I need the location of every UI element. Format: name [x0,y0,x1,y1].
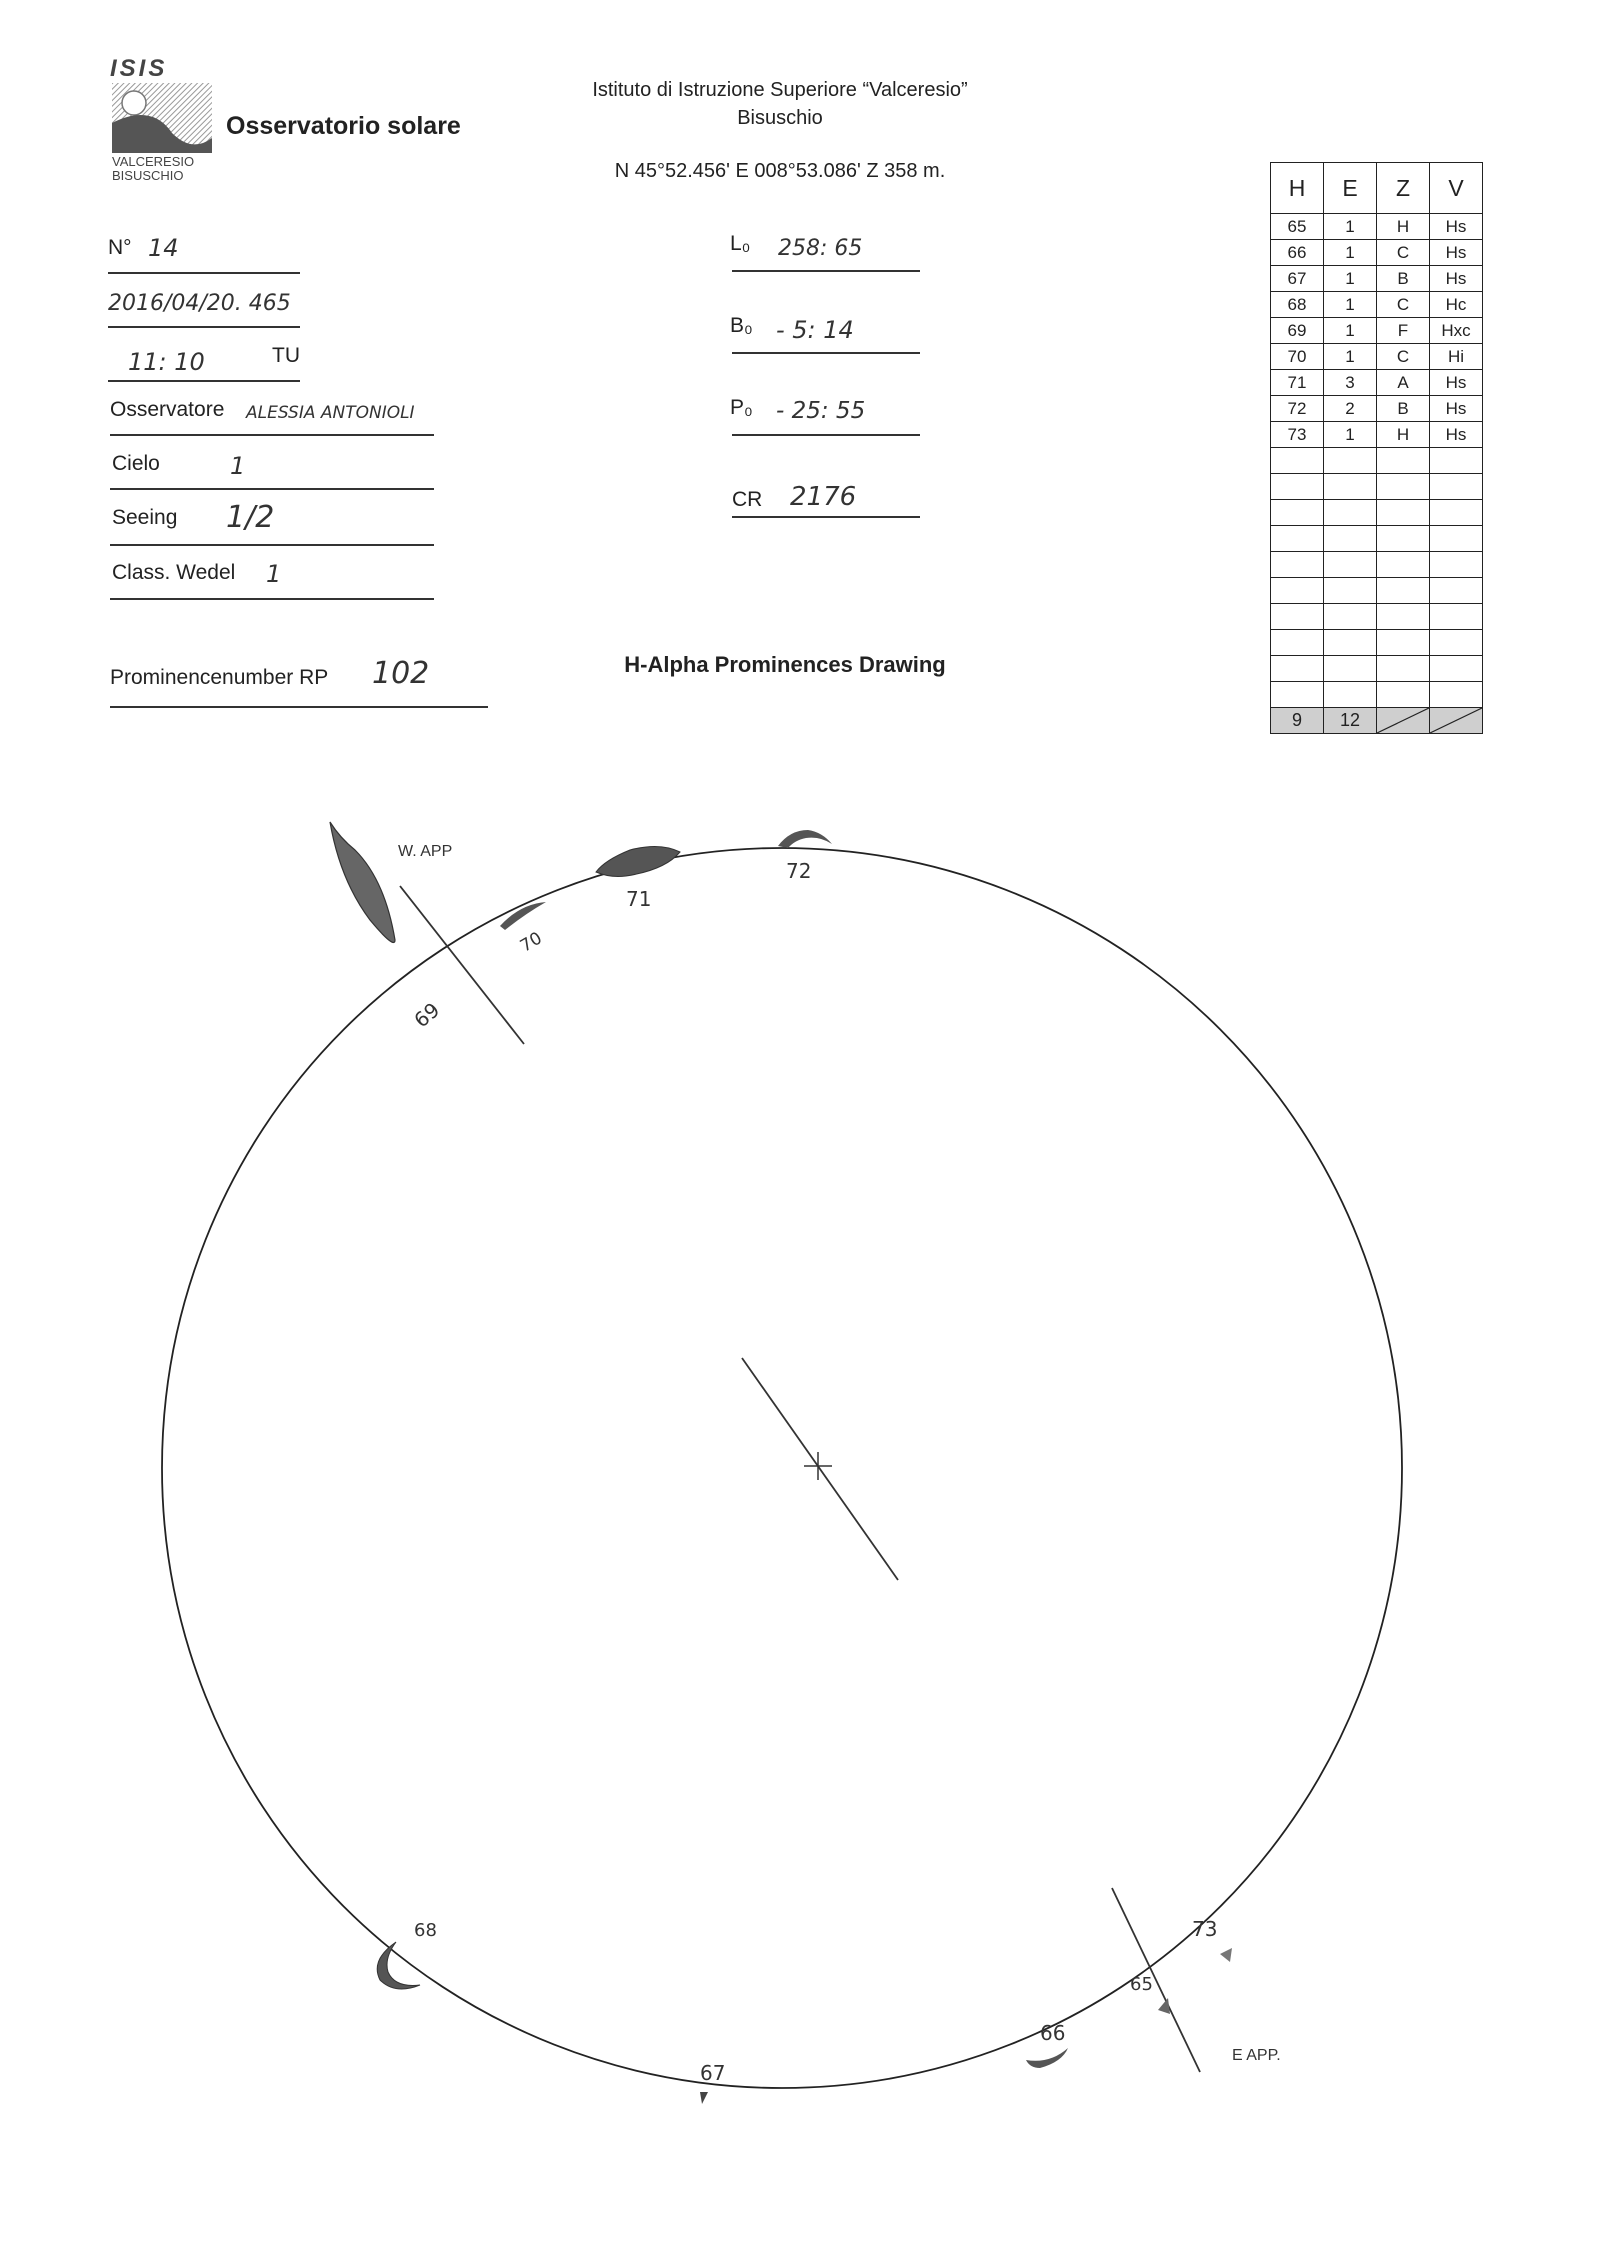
table-cell: 1 [1324,240,1377,266]
table-cell: Z [1377,163,1430,214]
observer-label: Osservatore [110,398,225,421]
l0-label: L₀ [730,232,751,255]
table-cell: 1 [1324,422,1377,448]
seeing-label: Seeing [112,506,178,529]
observatory-title: Osservatorio solare [226,112,461,140]
east-app-line [1112,1888,1200,2072]
table-cell: 1 [1324,214,1377,240]
table-cell: Hc [1430,292,1483,318]
table-cell: 9 [1271,708,1324,734]
number-label: N° [108,236,132,259]
solar-limb [162,848,1402,2088]
logo-subtitle-line1: VALCERESIO [112,154,195,169]
label-65: 65 [1130,1974,1153,1995]
institute-line1: Istituto di Istruzione Superiore “Valceresio” [592,79,968,101]
table-cell: 2 [1324,396,1377,422]
prominence-67-shape [700,2092,708,2104]
table-cell: E [1324,163,1377,214]
p0-label: P₀ [730,396,753,419]
table-cell: 67 [1271,266,1324,292]
table-cell: 3 [1324,370,1377,396]
date-value: 2016/04/20. 465 [108,291,291,316]
table-cell: 12 [1324,708,1377,734]
table-cell: 65 [1271,214,1324,240]
label-71: 71 [626,887,652,911]
table-cell: 69 [1271,318,1324,344]
time-value: 11: 10 [128,348,205,376]
prominence-71-shape [596,846,680,876]
table-cell: Hs [1430,422,1483,448]
table-cell: B [1377,266,1430,292]
number-value: 14 [148,234,179,262]
table-cell: Hs [1430,266,1483,292]
rotation-axis-line [742,1358,898,1580]
table-cell: Hs [1430,240,1483,266]
table-cell: 70 [1271,344,1324,370]
table-cell: C [1377,344,1430,370]
table-cell: H [1377,214,1430,240]
sky-value: 1 [230,452,246,480]
label-70: 70 [516,928,546,957]
prominence-66-shape [1026,2048,1068,2068]
sky-label: Cielo [112,452,160,475]
prominence-68-shape [377,1942,420,1989]
label-72: 72 [786,859,812,883]
b0-value: - 5: 14 [776,316,854,344]
prominence-value: 102 [372,656,430,691]
logo-subtitle-line2: BISUSCHIO [112,168,184,183]
table-cell: 66 [1271,240,1324,266]
table-cell: 1 [1324,318,1377,344]
prominence-73-shape [1220,1948,1232,1962]
table-cell: 73 [1271,422,1324,448]
wedel-label: Class. Wedel [112,561,236,584]
label-67: 67 [700,2061,726,2085]
drawing-title: H-Alpha Prominences Drawing [624,652,946,677]
prominence-69-shape [330,822,395,943]
label-69: 69 [409,997,445,1033]
seeing-value: 1/2 [226,500,275,535]
table-cell: 71 [1271,370,1324,396]
label-66: 66 [1040,2021,1066,2045]
p0-value: - 25: 55 [776,398,866,424]
east-app-label: E APP. [1232,2047,1281,2064]
b0-label: B₀ [730,314,753,337]
prominence-70-shape [500,902,546,930]
west-app-label: W. APP [398,843,453,860]
logo-top-text: ISIS [110,55,168,82]
prominence-72-shape [778,830,832,848]
table-cell: 1 [1324,344,1377,370]
observer-value: ALESSIA ANTONIOLI [246,403,415,423]
table-cell: V [1430,163,1483,214]
table-cell: A [1377,370,1430,396]
prominence-65-shape [1158,1998,1170,2014]
time-unit: TU [272,344,300,367]
label-73: 73 [1192,1917,1218,1941]
l0-value: 258: 65 [778,236,863,261]
table-cell: Hi [1430,344,1483,370]
institute-line2: Bisuschio [737,107,823,129]
table-cell: Hs [1430,370,1483,396]
table-cell: B [1377,396,1430,422]
table-cell: F [1377,318,1430,344]
table-cell: Hs [1430,214,1483,240]
label-68: 68 [414,1920,437,1941]
table-cell: Hxc [1430,318,1483,344]
table-cell: Hs [1430,396,1483,422]
cr-label: CR [732,488,763,511]
table-cell: 1 [1324,266,1377,292]
table-cell: 1 [1324,292,1377,318]
observatory-coordinates: N 45°52.456' E 008°53.086' Z 358 m. [614,160,946,182]
table-cell: C [1377,292,1430,318]
prominence-label: Prominencenumber RP [110,666,329,689]
table-cell: H [1271,163,1324,214]
table-cell: H [1377,422,1430,448]
table-cell: 72 [1271,396,1324,422]
cr-value: 2176 [790,482,857,512]
table-cell: 68 [1271,292,1324,318]
table-cell: C [1377,240,1430,266]
wedel-value: 1 [266,560,282,588]
